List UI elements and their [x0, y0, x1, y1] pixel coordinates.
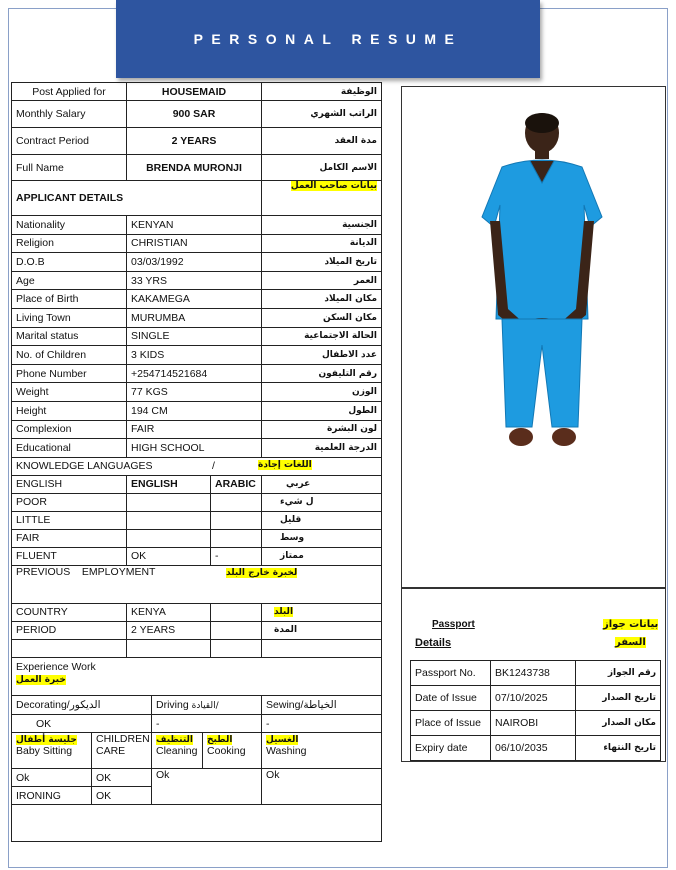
children-label: CHILDREN — [96, 733, 150, 745]
main-info-table — [11, 82, 382, 696]
detail-value: CHRISTIAN — [127, 234, 262, 253]
detail-value: 3 KIDS — [127, 346, 262, 365]
detail-label: Height — [12, 401, 127, 420]
candidate-photo — [402, 87, 665, 587]
passport-field-label: Expiry date — [411, 736, 491, 761]
experience-heading: Experience Work — [16, 660, 96, 673]
applicant-details-heading-ar: بيانات صاحب العمل — [290, 181, 378, 191]
cooking-label: Cooking — [207, 745, 246, 757]
decorating-label: Decorating/الديكور — [12, 696, 152, 715]
country-label-ar: البلد — [274, 607, 294, 618]
cleaning-label-ar: التنظيف — [156, 735, 193, 745]
english-level-value — [127, 529, 211, 547]
baby-sitting-label-ar: جليسة أطفال — [16, 735, 77, 745]
field-label: Contract Period — [12, 128, 127, 155]
detail-label-ar: الطول — [262, 401, 382, 420]
passport-title: Passport — [432, 619, 475, 630]
detail-value: MURUMBA — [127, 308, 262, 327]
washing-label: Washing — [266, 745, 307, 757]
arabic-level-value — [211, 493, 262, 511]
detail-label: Phone Number — [12, 364, 127, 383]
language-level-label-ar: ممتاز — [262, 547, 382, 565]
detail-label: Nationality — [12, 216, 127, 235]
field-label: Post Applied for — [12, 83, 127, 101]
detail-label: Religion — [12, 234, 127, 253]
detail-label-ar: مكان السكن — [262, 308, 382, 327]
passport-field-label-ar: مكان الصدار — [576, 711, 661, 736]
detail-label-ar: رقم التليفون — [262, 364, 382, 383]
detail-label: Place of Birth — [12, 290, 127, 309]
detail-label-ar: عدد الاطفال — [262, 346, 382, 365]
languages-heading-ar: اللغات إجادة — [258, 460, 312, 471]
passport-field-label: Place of Issue — [411, 711, 491, 736]
driving-value: - — [152, 715, 262, 733]
language-level-label-ar: قليل — [262, 511, 382, 529]
detail-value: FAIR — [127, 420, 262, 439]
field-value: HOUSEMAID — [127, 83, 262, 101]
decorating-value: OK — [12, 715, 152, 733]
baby-sitting-value: Ok — [12, 769, 92, 787]
care-label: CARE — [96, 745, 126, 757]
period-label-ar: المدة — [262, 621, 382, 639]
passport-field-value: NAIROBI — [491, 711, 576, 736]
passport-title-ar-2: السفر — [615, 637, 646, 648]
country-value: KENYA — [127, 603, 211, 621]
field-label: Full Name — [12, 155, 127, 181]
english-column-header: ENGLISH — [127, 475, 211, 493]
passport-field-value: BK1243738 — [491, 661, 576, 686]
detail-label-ar: الحالة الاجتماعية — [262, 327, 382, 346]
arabic-level-value — [211, 529, 262, 547]
detail-label: D.O.B — [12, 253, 127, 272]
passport-field-label-ar: رقم الجواز — [576, 661, 661, 686]
arabic-level-value — [211, 511, 262, 529]
cleaning-value: Ok — [152, 769, 262, 805]
arabic-level-value: - — [211, 547, 262, 565]
previous-employment-heading-ar: لخبرة خارج البلد — [226, 567, 298, 578]
washing-label-ar: الغسيل — [266, 735, 299, 745]
detail-label: Weight — [12, 383, 127, 402]
detail-label-ar: لون البشرة — [262, 420, 382, 439]
care-value: OK — [92, 769, 152, 787]
sewing-label: Sewing/الخياطة — [262, 696, 382, 715]
detail-value: 77 KGS — [127, 383, 262, 402]
candidate-photo-panel — [401, 86, 666, 588]
passport-field-label-ar: تاريخ النتهاء — [576, 736, 661, 761]
applicant-details-heading: APPLICANT DETAILS — [12, 181, 262, 216]
languages-heading: KNOWLEDGE LANGUAGES — [16, 460, 153, 473]
detail-label: No. of Children — [12, 346, 127, 365]
period-label: PERIOD — [12, 621, 127, 639]
language-level-label: FLUENT — [12, 547, 127, 565]
detail-label-ar: الديانة — [262, 234, 382, 253]
arabic-column-header-ar: عربي — [262, 475, 382, 493]
detail-label-ar: العمر — [262, 271, 382, 290]
language-level-label-ar: ل شيء — [262, 493, 382, 511]
passport-field-value: 07/10/2025 — [491, 686, 576, 711]
detail-value: KAKAMEGA — [127, 290, 262, 309]
passport-title-ar: بيانات جواز — [603, 619, 659, 630]
sewing-value: - — [262, 715, 382, 733]
english-level-value — [127, 511, 211, 529]
period-value: 2 YEARS — [127, 621, 211, 639]
ironing-label: IRONING — [12, 787, 92, 805]
language-level-label: POOR — [12, 493, 127, 511]
detail-label: Marital status — [12, 327, 127, 346]
detail-label: Living Town — [12, 308, 127, 327]
detail-label-ar: تاريخ الميلاد — [262, 253, 382, 272]
detail-value: 33 YRS — [127, 271, 262, 290]
passport-details-label: Details — [415, 637, 452, 649]
baby-sitting-label: Baby Sitting — [16, 745, 73, 757]
field-label-ar: مدة العقد — [262, 128, 382, 155]
detail-label: Educational — [12, 439, 127, 458]
cooking-label-ar: الطبخ — [207, 735, 233, 745]
country-label: COUNTRY — [12, 603, 127, 621]
detail-label-ar: الجنسية — [262, 216, 382, 235]
driving-label-ar: القيادة/ — [191, 701, 219, 711]
detail-label: Age — [12, 271, 127, 290]
cleaning-label: Cleaning — [156, 745, 198, 757]
detail-label-ar: مكان الميلاد — [262, 290, 382, 309]
english-level-value: OK — [127, 547, 211, 565]
language-level-label: LITTLE — [12, 511, 127, 529]
page-title: PERSONAL RESUME — [116, 0, 540, 78]
ironing-value: OK — [92, 787, 152, 805]
field-value: BRENDA MURONJI — [127, 155, 262, 181]
experience-heading-ar: خبرة العمل — [16, 674, 66, 685]
field-label-ar: الاسم الكامل — [262, 155, 382, 181]
washing-value: Ok — [262, 769, 382, 805]
field-value: 900 SAR — [127, 101, 262, 128]
experience-table — [11, 695, 382, 842]
languages-slash: / — [212, 460, 215, 473]
passport-table — [410, 660, 661, 761]
detail-value: KENYAN — [127, 216, 262, 235]
detail-label: Complexion — [12, 420, 127, 439]
english-level-value — [127, 493, 211, 511]
detail-value: +254714521684 — [127, 364, 262, 383]
field-value: 2 YEARS — [127, 128, 262, 155]
language-row-label: ENGLISH — [12, 475, 127, 493]
driving-label: Driving — [156, 699, 189, 711]
detail-label-ar: الدرجة العلمية — [262, 439, 382, 458]
passport-field-value: 06/10/2035 — [491, 736, 576, 761]
passport-field-label: Date of Issue — [411, 686, 491, 711]
detail-value: SINGLE — [127, 327, 262, 346]
field-label-ar: الراتب الشهري — [262, 101, 382, 128]
detail-label-ar: الوزن — [262, 383, 382, 402]
passport-field-label: Passport No. — [411, 661, 491, 686]
field-label: Monthly Salary — [12, 101, 127, 128]
language-level-label-ar: وسط — [262, 529, 382, 547]
passport-field-label-ar: تاريخ الصدار — [576, 686, 661, 711]
detail-value: 03/03/1992 — [127, 253, 262, 272]
language-level-label: FAIR — [12, 529, 127, 547]
detail-value: 194 CM — [127, 401, 262, 420]
detail-value: HIGH SCHOOL — [127, 439, 262, 458]
arabic-column-header: ARABIC — [211, 475, 262, 493]
field-label-ar: الوظيفة — [262, 83, 382, 101]
previous-employment-heading: PREVIOUS EMPLOYMENT — [16, 565, 156, 578]
